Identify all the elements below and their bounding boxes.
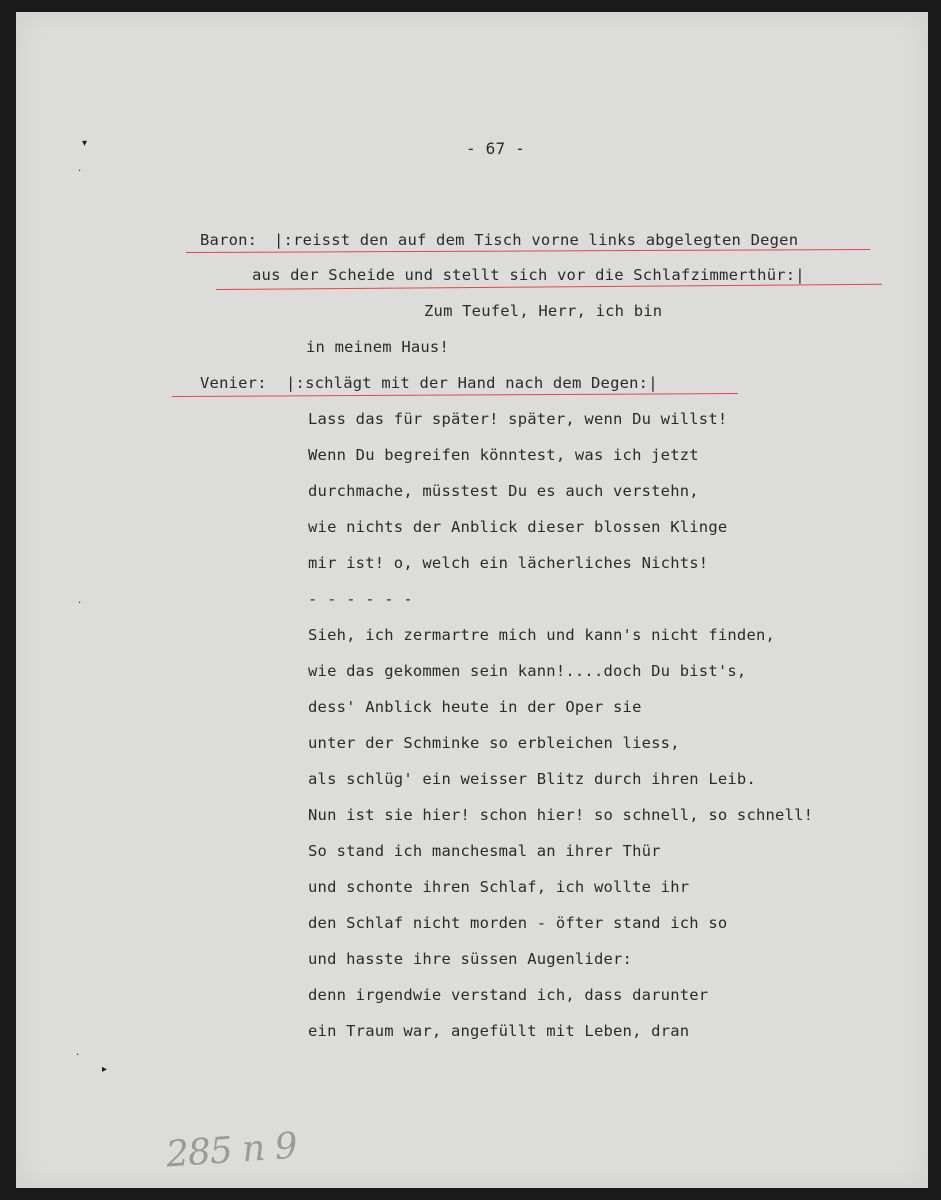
dialogue-line: den Schlaf nicht morden - öfter stand ich so — [308, 914, 728, 932]
dialogue-line: Zum Teufel, Herr, ich bin — [424, 302, 663, 320]
dialogue-line: als schlüg' ein weisser Blitz durch ihren Leib. — [308, 770, 756, 788]
stage-direction-baron-line2: aus der Scheide und stellt sich vor die Schlafzimmerthür:| — [252, 266, 805, 284]
red-underline — [186, 249, 870, 253]
dialogue-line: So stand ich manchesmal an ihrer Thür — [308, 842, 661, 860]
margin-mark: · — [78, 598, 82, 609]
dialogue-line: mir ist! o, welch ein lächerliches Nichts! — [308, 554, 709, 572]
dialogue-line: in meinem Haus! — [306, 338, 449, 356]
dialogue-line: wie nichts der Anblick dieser blossen Klinge — [308, 518, 728, 536]
speaker-baron: Baron: — [200, 231, 258, 249]
dialogue-line: Nun ist sie hier! schon hier! so schnell, so schnell! — [308, 806, 814, 824]
handwritten-archive-number: 285 n 9 — [164, 1125, 298, 1176]
margin-mark: · — [78, 166, 82, 177]
page-number: - 67 - — [466, 139, 525, 158]
dialogue-line: wie das gekommen sein kann!....doch Du bist's, — [308, 662, 747, 680]
dialogue-line: unter der Schminke so erbleichen liess, — [308, 734, 680, 752]
margin-mark: · — [76, 1050, 80, 1061]
red-underline — [216, 284, 882, 290]
margin-mark: ▾ — [82, 138, 88, 149]
dialogue-line: Wenn Du begreifen könntest, was ich jetzt — [308, 446, 699, 464]
dialogue-line: dess' Anblick heute in der Oper sie — [308, 698, 642, 716]
dialogue-line: ein Traum war, angefüllt mit Leben, dran — [308, 1022, 690, 1040]
dialogue-line: und schonte ihren Schlaf, ich wollte ihr — [308, 878, 690, 896]
red-underline — [172, 393, 738, 397]
dialogue-line: Lass das für später! später, wenn Du willst! — [308, 410, 728, 428]
dialogue-line: Sieh, ich zermartre mich und kann's nicht finden, — [308, 626, 776, 644]
stage-direction-venier: |:schlägt mit der Hand nach dem Degen:| — [286, 374, 658, 392]
dialogue-line: und hasste ihre süssen Augenlider: — [308, 950, 633, 968]
stage-direction-baron-line1: |:reisst den auf dem Tisch vorne links abgelegten Degen — [274, 231, 799, 249]
typewritten-page — [16, 12, 928, 1188]
dialogue-line: durchmache, müsstest Du es auch verstehn, — [308, 482, 699, 500]
margin-mark: ▸ — [102, 1064, 108, 1075]
dialogue-line: denn irgendwie verstand ich, dass darunter — [308, 986, 709, 1004]
speaker-venier: Venier: — [200, 374, 267, 392]
dialogue-dashes: - - - - - - — [308, 590, 413, 608]
